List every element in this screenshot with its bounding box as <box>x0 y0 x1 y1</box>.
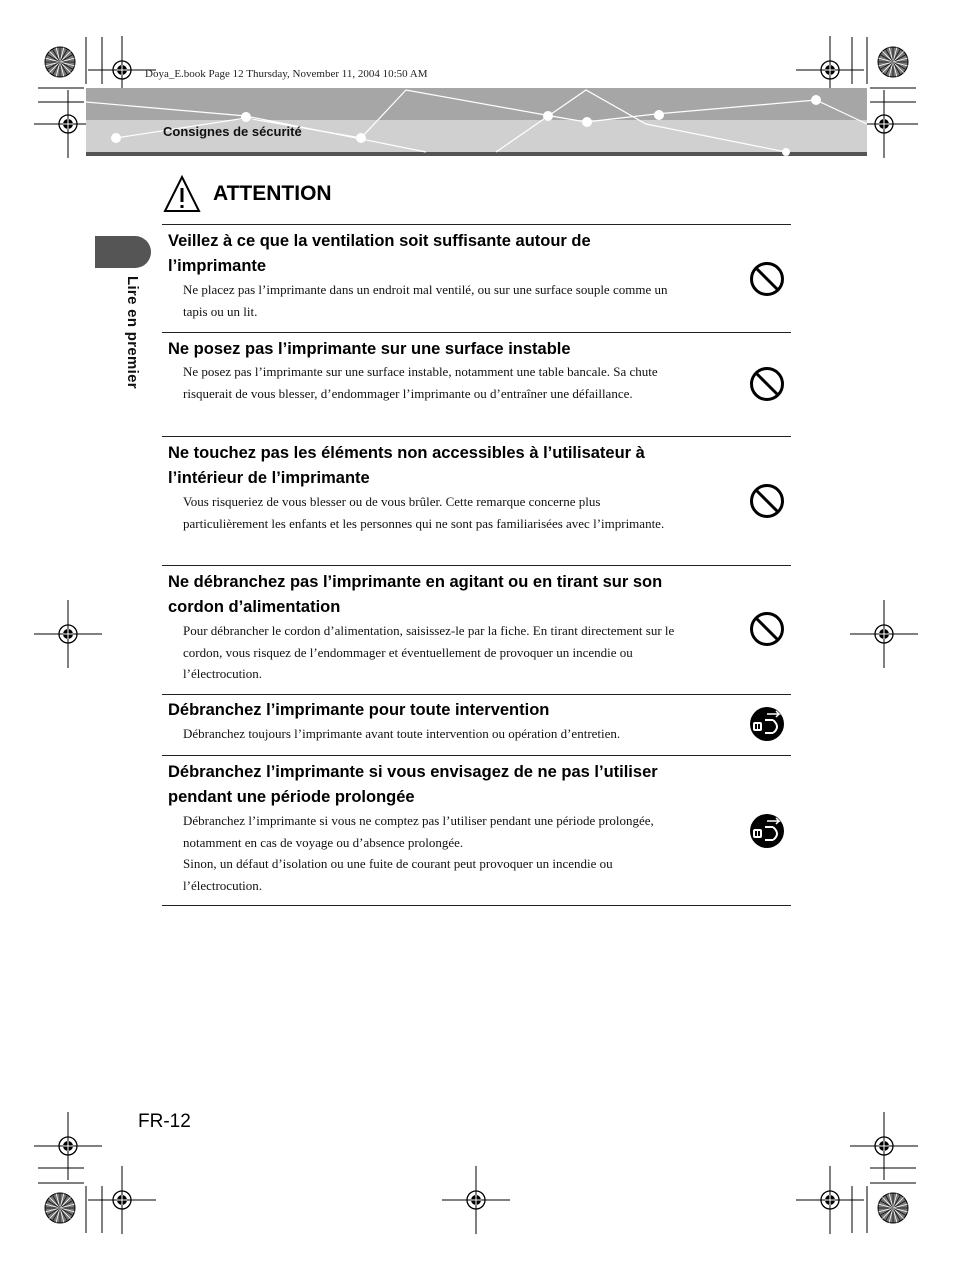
list-item <box>162 756 791 906</box>
safety-list <box>162 224 791 906</box>
entry-body <box>183 491 683 534</box>
entry-paragraph: Sinon, un défaut d’isolation ou une fuite de courant peut provoquer un incendie ou l’électrocution. <box>183 856 613 893</box>
entry-body <box>183 723 683 745</box>
entry-body <box>183 810 683 896</box>
color-wheel-mark <box>45 1193 75 1223</box>
prohibition-icon <box>749 261 785 297</box>
warning-triangle-icon <box>163 175 201 213</box>
list-item <box>162 437 791 566</box>
color-wheel-mark <box>45 47 75 77</box>
entry-title: Veillez à ce que la ventilation soit suffisante autour de l’imprimante <box>168 232 591 275</box>
unplug-icon <box>749 706 785 742</box>
registration-mark <box>850 1112 918 1180</box>
entry-paragraph: Pour débrancher le cordon d’alimentation, saisissez-le par la fiche. En tirant directement sur le cordon, vous risquez de l’endommager et éventuellement de provoquer un incendie ou l’électrocution. <box>183 623 675 681</box>
list-item <box>162 333 791 437</box>
registration-mark <box>796 1166 864 1234</box>
entry-title: Débranchez l’imprimante pour toute intervention <box>168 701 550 719</box>
entry-title: Débranchez l’imprimante si vous envisagez de ne pas l’utiliser pendant une période prolongée <box>168 763 658 806</box>
entry-paragraph: Ne posez pas l’imprimante sur une surface instable, notamment une table bancale. Sa chute risquerait de vous blesser, d’endommager l’imprimante ou d’entraîner une défaillance. <box>183 364 658 401</box>
page-number: FR-12 <box>138 1111 191 1132</box>
registration-mark <box>34 1112 102 1180</box>
side-tab <box>95 236 151 268</box>
entry-paragraph: Débranchez l’imprimante si vous ne comptez pas l’utiliser pendant une période prolongée, notamment en cas de voyage ou d’absence prolongée. <box>183 813 654 850</box>
entry-title: Ne posez pas l’imprimante sur une surface instable <box>168 340 571 358</box>
entry-body <box>183 620 683 685</box>
entry-body <box>183 361 683 404</box>
file-info: Doya_E.book Page 12 Thursday, November 11, 2004 10:50 AM <box>145 68 428 80</box>
side-tab-label: Lire en premier <box>124 276 141 389</box>
entry-title: Ne touchez pas les éléments non accessibles à l’utilisateur à l’intérieur de l’imprimante <box>168 444 645 487</box>
attention-heading <box>163 174 332 214</box>
prohibition-icon <box>749 611 785 647</box>
color-wheel-mark <box>878 47 908 77</box>
list-item <box>162 695 791 756</box>
prohibition-icon <box>749 366 785 402</box>
entry-paragraph: Débranchez toujours l’imprimante avant toute intervention ou opération d’entretien. <box>183 726 621 741</box>
entry-paragraph: Ne placez pas l’imprimante dans un endroit mal ventilé, ou sur une surface souple comme un tapis ou un lit. <box>183 282 668 319</box>
section-title: Consignes de sécurité <box>163 124 302 139</box>
registration-mark <box>34 600 102 668</box>
entry-title: Ne débranchez pas l’imprimante en agitant ou en tirant sur son cordon d’alimentation <box>168 573 663 616</box>
registration-mark <box>442 1166 510 1234</box>
entry-paragraph: Vous risqueriez de vous blesser ou de vous brûler. Cette remarque concerne plus particulièrement les enfants et les personnes qui ne sont pas familiarisées avec l’imprimante. <box>183 494 665 531</box>
registration-mark <box>850 600 918 668</box>
unplug-icon <box>749 813 785 849</box>
attention-title: ATTENTION <box>213 182 332 205</box>
registration-mark <box>88 1166 156 1234</box>
header-band <box>86 88 867 156</box>
list-item <box>162 225 791 333</box>
prohibition-icon <box>749 483 785 519</box>
entry-body <box>183 279 683 322</box>
list-item <box>162 566 791 695</box>
color-wheel-mark <box>878 1193 908 1223</box>
